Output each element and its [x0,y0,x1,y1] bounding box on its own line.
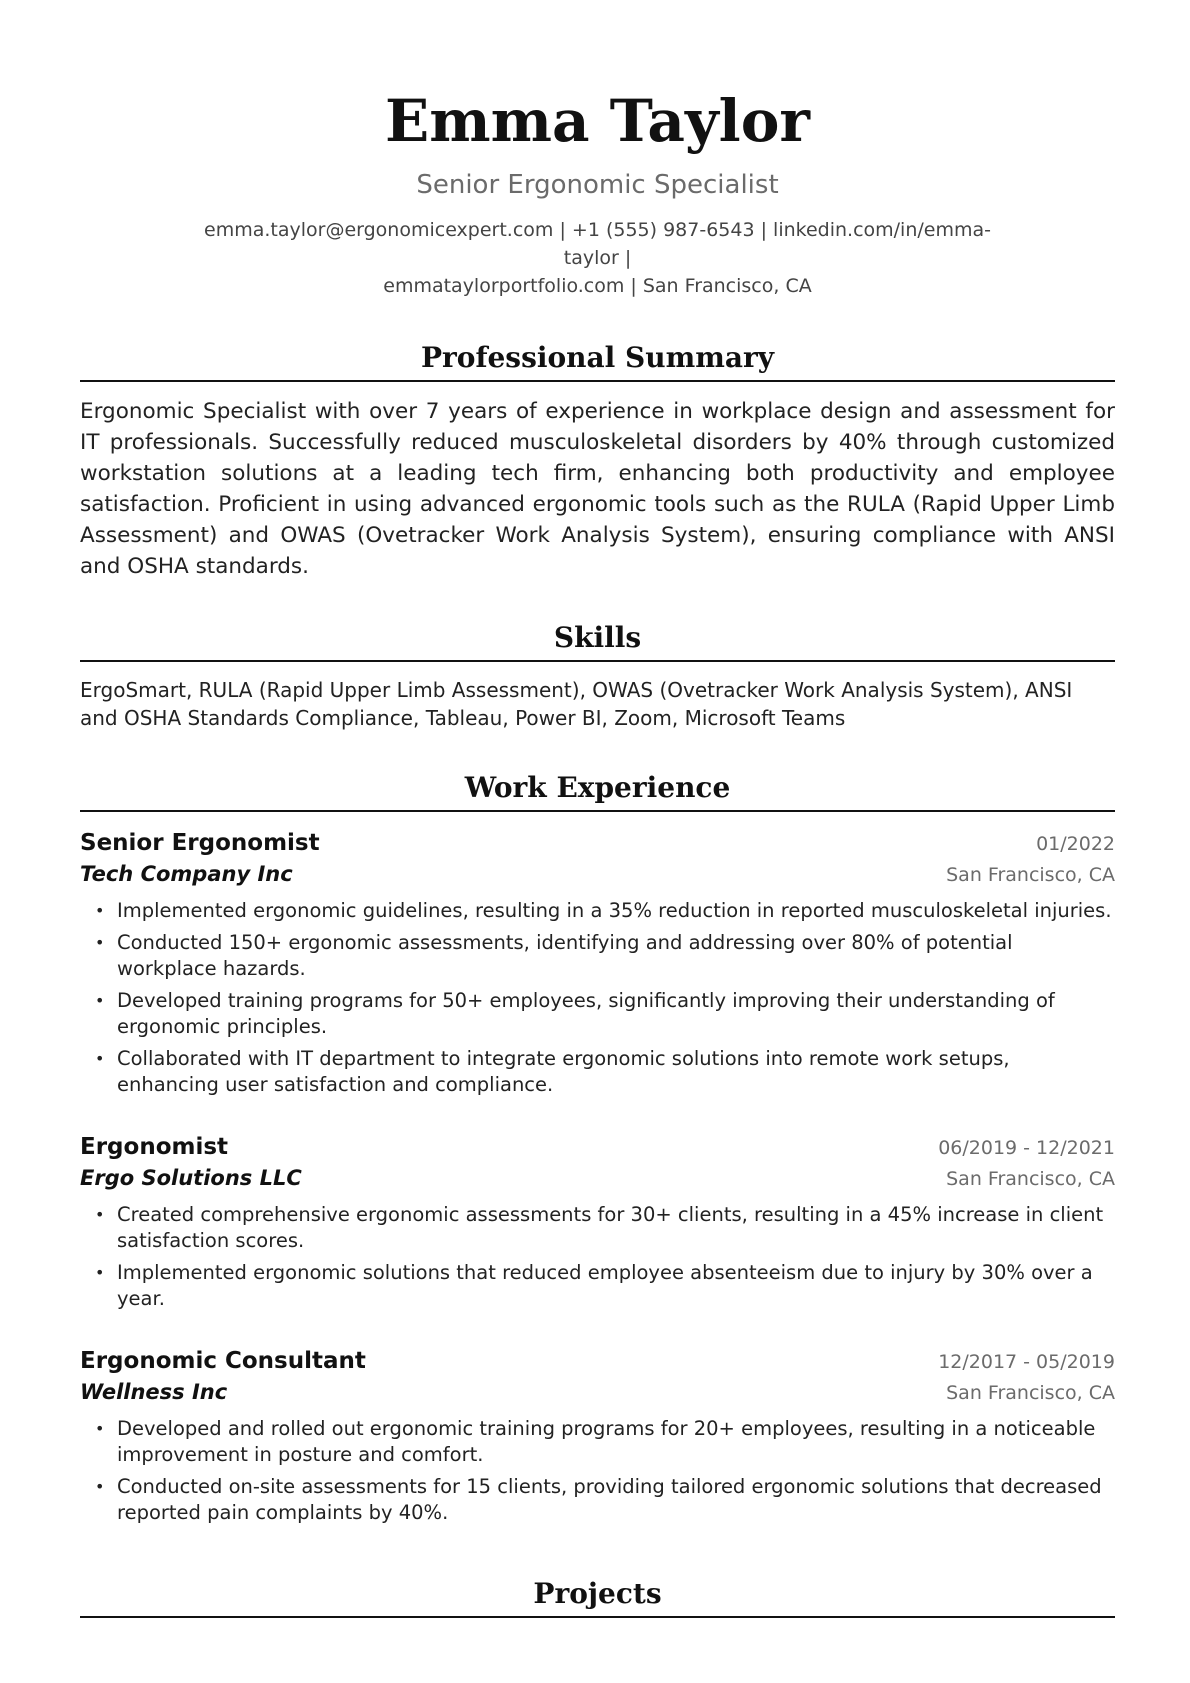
bullet-icon: • [95,991,105,1010]
experience-section [80,770,1115,1526]
summary-section [80,340,1115,582]
bullet-icon: • [95,901,105,920]
candidate-title: Senior Ergonomic Specialist [416,170,779,200]
job-bullets [80,898,1115,1098]
candidate-name: Emma Taylor [385,87,810,155]
list-item [80,1474,1115,1526]
bullet-icon: • [95,1419,105,1438]
bullet-text: Developed and rolled out ergonomic training programs for 20+ employees, resulting in a noticeable improvement in posture and comfort. [117,1417,1096,1466]
job-location: San Francisco, CA [946,864,1115,886]
job-title: Senior Ergonomist [80,830,320,856]
job-company: Tech Company Inc [80,862,293,886]
contact-line: emma.taylor@ergonomicexpert.com | +1 (555) 987-6543 | linkedin.com/in/emma-taylor | [204,219,991,269]
job-entry [80,1132,1115,1312]
job-location: San Francisco, CA [946,1168,1115,1190]
list-item [80,988,1115,1040]
section-heading: Projects [80,1576,1115,1618]
job-date: 12/2017 - 05/2019 [938,1351,1115,1373]
job-company: Wellness Inc [80,1380,228,1404]
bullet-icon: • [95,1205,105,1224]
list-item [80,1260,1115,1312]
projects-section [80,1576,1115,1618]
list-item [80,1046,1115,1098]
job-entry [80,828,1115,1098]
list-item [80,898,1115,924]
section-heading: Skills [80,620,1115,662]
bullet-icon: • [95,933,105,952]
job-bullets [80,1202,1115,1312]
section-heading: Work Experience [80,770,1115,812]
bullet-text: Conducted 150+ ergonomic assessments, identifying and addressing over 80% of potential workplace hazards. [117,931,1013,980]
resume-header [80,0,1115,300]
list-item [80,930,1115,982]
job-date: 01/2022 [1036,833,1115,855]
job-title: Ergonomic Consultant [80,1348,366,1374]
job-date: 06/2019 - 12/2021 [938,1137,1115,1159]
list-item [80,1202,1115,1254]
resume-page [80,0,1115,1618]
bullet-text: Implemented ergonomic guidelines, resulting in a 35% reduction in reported musculoskeletal injuries. [117,899,1112,922]
list-item [80,1416,1115,1468]
skills-text: ErgoSmart, RULA (Rapid Upper Limb Assessment), OWAS (Ovetracker Work Analysis System), ANSI and OSHA Standards Compliance, Tableau, Power BI, Zoom, Microsoft Teams [80,678,1073,730]
job-bullets [80,1416,1115,1526]
bullet-icon: • [95,1263,105,1282]
bullet-icon: • [95,1049,105,1068]
bullet-text: Collaborated with IT department to integrate ergonomic solutions into remote work setups, enhancing user satisfaction and compliance. [117,1047,1010,1096]
job-title: Ergonomist [80,1134,229,1160]
bullet-text: Conducted on-site assessments for 15 clients, providing tailored ergonomic solutions that decreased reported pain complaints by 40%. [117,1475,1102,1524]
job-company: Ergo Solutions LLC [80,1166,302,1190]
bullet-icon: • [95,1477,105,1496]
bullet-text: Developed training programs for 50+ employees, significantly improving their understanding of ergonomic principles. [117,989,1055,1038]
job-location: San Francisco, CA [946,1382,1115,1404]
contact-info [80,216,1115,300]
summary-text: Ergonomic Specialist with over 7 years of experience in workplace design and assessment for IT professionals. Successfully reduced musculoskeletal disorders by 40% through customized workstation solutions at a leading tech firm, enhancing both productivity and employee satisfaction. Proficient in using advanced ergonomic tools such as the RULA (Rapid Upper Limb Assessment) and OWAS (Ovetracker Work Analysis System), ensuring compliance with ANSI and OSHA standards. [80,399,1115,579]
bullet-text: Created comprehensive ergonomic assessments for 30+ clients, resulting in a 45% increase in client satisfaction scores. [117,1203,1104,1252]
section-heading: Professional Summary [80,340,1115,382]
skills-section [80,620,1115,732]
job-entry [80,1346,1115,1526]
bullet-text: Implemented ergonomic solutions that reduced employee absenteeism due to injury by 30% over a year. [117,1261,1093,1310]
contact-line: emmataylorportfolio.com | San Francisco, CA [383,275,812,297]
